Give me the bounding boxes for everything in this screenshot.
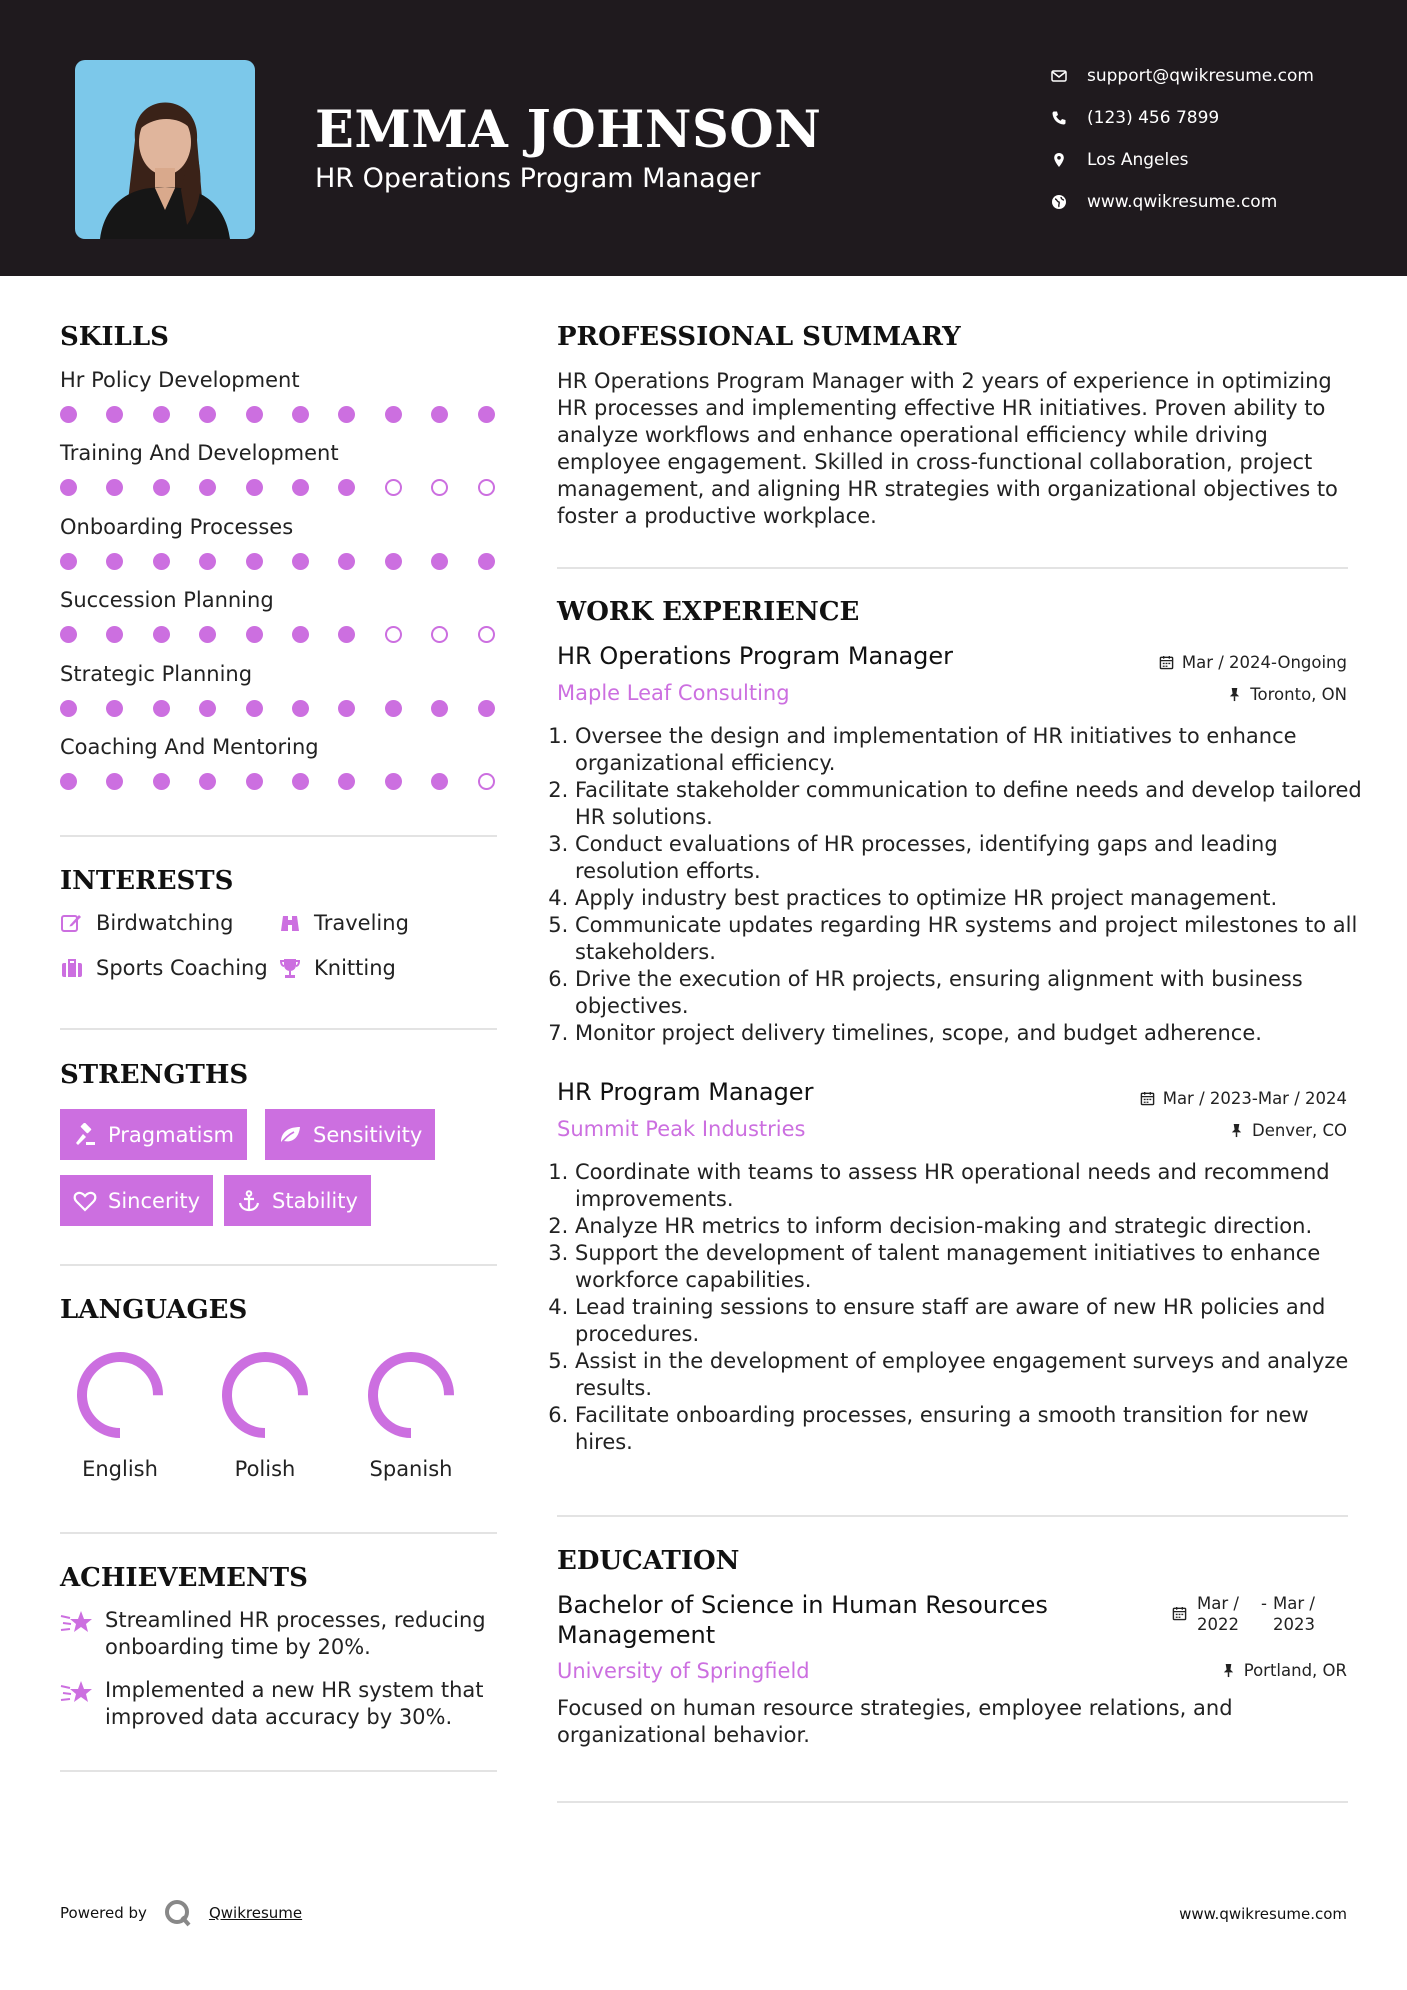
- skill-dot-filled: [292, 406, 309, 423]
- skill-dot-filled: [478, 406, 495, 423]
- calendar-icon: [1172, 1606, 1187, 1621]
- skill-dot-filled: [246, 626, 263, 643]
- summary-text: HR Operations Program Manager with 2 years of experience in optimizing HR processes and implementing effective HR initiatives. Proven ability to analyze workflows and enhance operational efficiency while driving employee engagement. Skilled in cross-functional collaboration, project management, and aligning HR strategies with organizational objectives to foster a productive workplace.: [557, 369, 1338, 528]
- phone-icon: [1050, 109, 1068, 127]
- language-ring: [219, 1349, 311, 1441]
- education-school: University of Springfield: [557, 1659, 810, 1683]
- skill-dot-filled: [292, 700, 309, 717]
- leaf-icon: [278, 1123, 302, 1147]
- job-dates: [1159, 653, 1347, 672]
- location-pin-icon: [1050, 151, 1068, 169]
- job-company: Summit Peak Industries: [557, 1117, 806, 1141]
- skill-dot-filled: [246, 553, 263, 570]
- divider: [60, 1532, 497, 1534]
- skill-dot-filled: [60, 553, 77, 570]
- skill-dot-filled: [60, 406, 77, 423]
- skill-dot-filled: [153, 626, 170, 643]
- shooting-star-icon: [60, 1677, 94, 1707]
- skill-dot-filled: [385, 773, 402, 790]
- gavel-icon: [73, 1123, 97, 1147]
- duty-item: 7. Monitor project delivery timelines, scope, and budget adherence.: [575, 1020, 1365, 1047]
- job-dates: [1140, 1089, 1347, 1108]
- skill-dot-filled: [106, 553, 123, 570]
- skill-dot-filled: [153, 700, 170, 717]
- powered-by-text: Powered by: [60, 1904, 147, 1922]
- skill-rating: [60, 404, 500, 424]
- skill-dot-filled: [199, 700, 216, 717]
- skill-dot-empty: [431, 626, 448, 643]
- job-title: HR Program Manager: [557, 1078, 814, 1106]
- education-heading: EDUCATION: [557, 1546, 740, 1576]
- shooting-star-icon: [60, 1607, 94, 1637]
- achievement-item: [60, 1607, 500, 1661]
- skill-rating: [60, 477, 500, 497]
- skill-dot-filled: [153, 406, 170, 423]
- contact-email-text: support@qwikresume.com: [1087, 66, 1314, 86]
- summary-heading: PROFESSIONAL SUMMARY: [557, 322, 961, 352]
- skill-dot-filled: [153, 479, 170, 496]
- skill-label: Hr Policy Development: [60, 368, 300, 392]
- duty-item: 5. Assist in the development of employee engagement surveys and analyze results.: [575, 1348, 1365, 1402]
- skill-dot-filled: [246, 700, 263, 717]
- education-dates: Mar / 2022 - Mar / 2023: [1172, 1593, 1323, 1635]
- pushpin-icon: [1227, 687, 1242, 702]
- skill-dot-filled: [153, 553, 170, 570]
- education-degree: Bachelor of Science in Human Resources Management: [557, 1591, 1048, 1649]
- skill-label: Onboarding Processes: [60, 514, 294, 539]
- contact-location: [1050, 139, 1390, 181]
- education-end: Mar / 2023: [1272, 1594, 1315, 1634]
- skill-dot-filled: [60, 479, 77, 496]
- strength-label: Pragmatism: [108, 1122, 234, 1147]
- interest-label: Knitting: [314, 956, 396, 980]
- skill-dot-filled: [153, 773, 170, 790]
- duty-item: 4. Apply industry best practices to optimize HR project management.: [575, 885, 1365, 912]
- interest-item-sports-coaching: [60, 956, 268, 980]
- skill-dot-filled: [60, 700, 77, 717]
- job-location-text: Denver, CO: [1251, 1121, 1347, 1140]
- calendar-icon: [1140, 1091, 1155, 1106]
- education-start: Mar / 2022: [1197, 1594, 1239, 1634]
- skill-dot-filled: [431, 406, 448, 423]
- duty-item: 1. Coordinate with teams to assess HR operational needs and recommend improvements.: [575, 1159, 1365, 1213]
- skill-dot-filled: [246, 773, 263, 790]
- skill-dot-filled: [199, 626, 216, 643]
- contact-phone-text: (123) 456 7899: [1087, 108, 1220, 128]
- skill-dot-filled: [338, 553, 355, 570]
- language-ring: [365, 1349, 457, 1441]
- skill-dot-filled: [292, 626, 309, 643]
- duty-item: 3. Support the development of talent management initiatives to enhance workforce capabilities.: [575, 1240, 1365, 1294]
- skill-dot-empty: [431, 479, 448, 496]
- interest-item-traveling: [278, 911, 409, 935]
- calendar-icon: [1159, 655, 1174, 670]
- envelope-icon: [1050, 67, 1068, 85]
- contact-list: [1050, 55, 1390, 223]
- trophy-icon: [278, 956, 302, 980]
- skill-dot-filled: [199, 479, 216, 496]
- skill-dot-filled: [246, 479, 263, 496]
- skill-dot-empty: [385, 479, 402, 496]
- skill-dot-filled: [106, 773, 123, 790]
- globe-icon: [1050, 193, 1068, 211]
- duty-item: 5. Communicate updates regarding HR systems and project milestones to all stakeholders.: [575, 912, 1365, 966]
- language-label: Polish: [234, 1457, 296, 1481]
- job-duties-list: [557, 1159, 1365, 1456]
- pushpin-icon: [1221, 1663, 1236, 1678]
- duty-item: 6. Facilitate onboarding processes, ensuring a smooth transition for new hires.: [575, 1402, 1365, 1456]
- languages-heading: LANGUAGES: [60, 1295, 248, 1325]
- skill-dot-filled: [338, 479, 355, 496]
- achievement-text: Streamlined HR processes, reducing onboarding time by 20%.: [105, 1608, 486, 1659]
- resume-header: [0, 0, 1407, 276]
- candidate-name: EMMA JOHNSON: [315, 100, 822, 160]
- divider: [557, 1515, 1348, 1517]
- duty-item: 2. Analyze HR metrics to inform decision-making and strategic direction.: [575, 1213, 1365, 1240]
- interest-item-knitting: [278, 956, 396, 980]
- skill-dot-filled: [292, 479, 309, 496]
- candidate-role: HR Operations Program Manager: [315, 163, 761, 194]
- education-location: [1221, 1661, 1347, 1680]
- divider: [557, 1801, 1348, 1803]
- heart-icon: [73, 1189, 97, 1213]
- skill-dot-filled: [292, 553, 309, 570]
- skill-label: Training And Development: [60, 441, 339, 466]
- contact-location-text: Los Angeles: [1087, 150, 1189, 170]
- contact-website-text: www.qwikresume.com: [1087, 192, 1278, 212]
- skill-rating: [60, 771, 500, 791]
- job-title: HR Operations Program Manager: [557, 642, 954, 670]
- profile-photo: [75, 60, 255, 239]
- education-description: Focused on human resource strategies, employee relations, and organizational behavior.: [557, 1696, 1233, 1747]
- skill-dot-filled: [338, 626, 355, 643]
- interest-label: Birdwatching: [96, 911, 234, 935]
- duty-item: 6. Drive the execution of HR projects, ensuring alignment with business objectives.: [575, 966, 1365, 1020]
- footer-powered: [60, 1898, 302, 1928]
- interest-item-birdwatching: [60, 911, 233, 935]
- language-ring: [74, 1349, 166, 1441]
- job-location-text: Toronto, ON: [1250, 685, 1347, 704]
- divider: [60, 835, 497, 837]
- skill-dot-filled: [338, 406, 355, 423]
- anchor-icon: [237, 1189, 261, 1213]
- skill-dot-filled: [60, 773, 77, 790]
- achievement-text: Implemented a new HR system that improved data accuracy by 30%.: [105, 1678, 484, 1729]
- strength-label: Stability: [272, 1188, 358, 1213]
- skill-dot-empty: [385, 626, 402, 643]
- skill-rating: [60, 624, 500, 644]
- qwikresume-logo-icon: [163, 1898, 193, 1928]
- skill-dot-filled: [292, 773, 309, 790]
- strength-badge-pragmatism: [60, 1109, 247, 1160]
- strengths-heading: STRENGTHS: [60, 1060, 249, 1090]
- achievement-item: [60, 1677, 500, 1731]
- skill-dot-empty: [478, 773, 495, 790]
- language-proficiency-arc: [82, 1357, 158, 1433]
- strength-badge-sincerity: [60, 1175, 213, 1226]
- skill-dot-filled: [478, 553, 495, 570]
- skill-rating: [60, 551, 500, 571]
- divider: [557, 567, 1348, 569]
- skill-dot-filled: [478, 700, 495, 717]
- skill-dot-filled: [199, 773, 216, 790]
- interests-heading: INTERESTS: [60, 866, 234, 896]
- skill-dot-filled: [431, 773, 448, 790]
- skill-rating: [60, 698, 500, 718]
- pushpin-icon: [1229, 1123, 1244, 1138]
- skill-dot-filled: [385, 406, 402, 423]
- strength-label: Sensitivity: [313, 1122, 423, 1147]
- skill-label: Coaching And Mentoring: [60, 735, 319, 759]
- divider: [60, 1264, 497, 1266]
- contact-phone[interactable]: [1050, 97, 1390, 139]
- skill-label: Succession Planning: [60, 588, 274, 613]
- skill-dot-filled: [106, 479, 123, 496]
- language-label: Spanish: [369, 1457, 453, 1481]
- skill-dot-filled: [106, 700, 123, 717]
- duty-item: 2. Facilitate stakeholder communication to define needs and develop tailored HR solutions.: [575, 777, 1365, 831]
- duty-item: 3. Conduct evaluations of HR processes, identifying gaps and leading resolution efforts.: [575, 831, 1365, 885]
- binoculars-icon: [278, 911, 302, 935]
- strength-badge-stability: [224, 1175, 371, 1226]
- job-dates-text: Mar / 2024-Ongoing: [1181, 653, 1347, 672]
- duty-item: 1. Oversee the design and implementation of HR initiatives to enhance organizational efficiency.: [575, 723, 1365, 777]
- skill-dot-filled: [106, 406, 123, 423]
- language-item: [346, 1349, 476, 1481]
- skill-dot-filled: [338, 773, 355, 790]
- contact-website[interactable]: [1050, 181, 1390, 223]
- divider: [60, 1770, 497, 1772]
- qwikresume-link[interactable]: Qwikresume: [208, 1904, 303, 1922]
- language-label: English: [82, 1457, 158, 1481]
- divider: [60, 1028, 497, 1030]
- skill-dot-empty: [478, 626, 495, 643]
- job-duties-list: [557, 723, 1365, 1047]
- skill-dot-empty: [478, 479, 495, 496]
- skill-dot-filled: [246, 406, 263, 423]
- skill-label: Strategic Planning: [60, 661, 253, 686]
- pencil-square-icon: [60, 911, 84, 935]
- skills-heading: SKILLS: [60, 322, 169, 352]
- skill-dot-filled: [431, 700, 448, 717]
- skill-dot-filled: [385, 700, 402, 717]
- job-company: Maple Leaf Consulting: [557, 681, 790, 705]
- job-location: [1227, 685, 1347, 704]
- skill-dot-filled: [431, 553, 448, 570]
- footer-site[interactable]: www.qwikresume.com: [1179, 1905, 1347, 1923]
- job-dates-text: Mar / 2023-Mar / 2024: [1162, 1089, 1347, 1108]
- skill-dot-filled: [199, 553, 216, 570]
- achievements-heading: ACHIEVEMENTS: [60, 1563, 308, 1593]
- language-item: [200, 1349, 330, 1481]
- language-proficiency-arc: [227, 1357, 303, 1433]
- language-item: [55, 1349, 185, 1481]
- skill-dot-filled: [106, 626, 123, 643]
- suitcase-icon: [60, 956, 84, 980]
- skill-dot-filled: [338, 700, 355, 717]
- skill-dot-filled: [199, 406, 216, 423]
- contact-email[interactable]: [1050, 55, 1390, 97]
- experience-heading: WORK EXPERIENCE: [557, 597, 860, 627]
- education-location-text: Portland, OR: [1243, 1661, 1347, 1680]
- interest-label: Sports Coaching: [96, 956, 268, 980]
- skill-dot-filled: [385, 553, 402, 570]
- strength-label: Sincerity: [108, 1188, 201, 1213]
- duty-item: 4. Lead training sessions to ensure staff are aware of new HR policies and procedures.: [575, 1294, 1365, 1348]
- skill-dot-filled: [60, 626, 77, 643]
- interest-label: Traveling: [314, 911, 409, 935]
- job-location: [1229, 1121, 1347, 1140]
- strength-badge-sensitivity: [265, 1109, 435, 1160]
- language-proficiency-arc: [373, 1357, 449, 1433]
